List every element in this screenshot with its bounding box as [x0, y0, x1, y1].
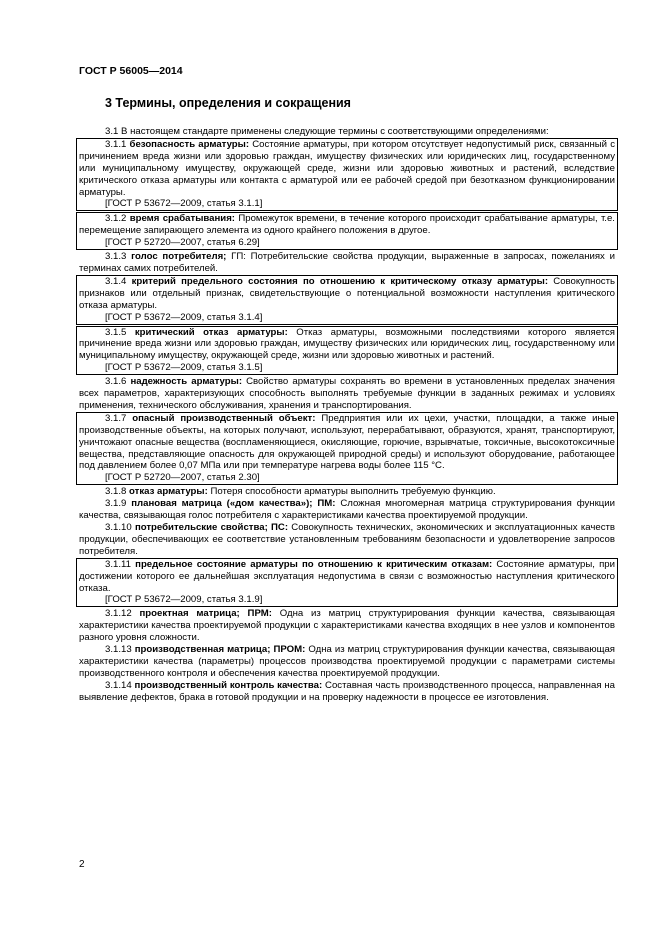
term: производственный контроль качества: [134, 679, 323, 691]
definition-box [76, 275, 618, 325]
definition-box [76, 326, 618, 376]
definition-box [76, 138, 618, 211]
definition-box [76, 558, 618, 608]
definition-entry: 3.1.1 безопасность арматуры: Состояние арматуры, при котором отсутствует недопустимый риск, связанный с причинением вреда жизни или здоровью граждан, имуществу физических или юридических лиц, государственному или муниципальному имуществу, окружающей среде, жизни или здоровью животных и растений, вследствие критического отказа арматуры или контакта с арматурой или ее рабочей средой при безотказном функционировании арматуры. [79, 138, 616, 198]
term: потребительские свойства; ПС: [134, 522, 289, 533]
definition-entry: 3.1.8 отказ арматуры: Потеря способности арматуры выполнить требуемую функцию. [105, 486, 496, 498]
definition-text: Составная часть производственного процесса, направленная на выявление дефектов, брака в готовой продукции и на проверку надежности в процессе ее изготовления. [79, 679, 615, 703]
definition-text: Предприятия или их цехи, участки, площадки, а также иные производственные объекты, на которых получают, используют, перерабатывают, образуются, хранят, транспортируют, уничтожают опасные вещества (воспламеняющиеся, окисляющие, горючие, взрывчатые, токсичные, высокотоксичные вещества, представляющие опасность для окружающей природной среды) и используют оборудование, работающее под давлением более 0,07 МПа или при температуре нагрева воды более 115 °С. [79, 412, 615, 472]
section-title: 3 Термины, определения и сокращения [105, 96, 351, 110]
source-reference: [ГОСТ Р 53672—2009, статья 3.1.9] [105, 594, 263, 606]
definition-text: Состояние арматуры, при котором отсутствует недопустимый риск, связанный с причинением вреда жизни или здоровью граждан, имуществу физических или юридических лиц, государственному или муниципальному имуществу, окружающей среде, жизни или здоровью животных и растений, вследствие критического отказа арматуры или контакта с арматурой или ее рабочей средой при безотказном функционировании арматуры. [79, 138, 616, 198]
definition-text: Потеря способности арматуры выполнить требуемую функцию. [207, 486, 496, 498]
definition-entry: 3.1.13 производственная матрица; ПРОМ: Одна из матриц структурирования функции качества, связывающая характеристики качества (параметры) процессов производства проектируемой продукции с параметрами системы производственного контроля и обеспечения качества проектируемой продукции. [79, 644, 616, 679]
definition-entry: 3.1.11 предельное состояние арматуры по отношению к критическим отказам: Состояние арматуры, при достижении которого ее дальнейшая эксплуатация недопустима в связи с возможностью наступления критического отказа. [79, 558, 615, 594]
source-reference: [ГОСТ Р 52720—2007, статья 6.29] [105, 237, 260, 249]
definition-text: ГП: Потребительские свойства продукции, выраженные в запросах, пожеланиях и терминах самих потребителей. [79, 251, 615, 274]
definition-entry: 3.1.2 время срабатывания: Промежуток времени, в течение которого происходит срабатывание арматуры, т.е. перемещение запирающего элемента из одного крайнего положения в другое. [79, 213, 615, 237]
term: критический отказ арматуры: [134, 326, 288, 338]
definition-box [76, 412, 618, 485]
definition-text: Промежуток времени, в течение которого происходит срабатывание арматуры, т.е. перемещение запирающего элемента из одного крайнего положения в другое. [79, 213, 615, 237]
source-reference: [ГОСТ Р 52720—2007, статья 2.30] [105, 472, 260, 484]
term: безопасность арматуры: [129, 138, 250, 150]
source-reference: [ГОСТ Р 53672—2009, статья 3.1.5] [105, 362, 263, 374]
source-reference: [ГОСТ Р 53672—2009, статья 3.1.1] [105, 198, 263, 210]
definition-entry: 3.1.7 опасный производственный объект: Предприятия или их цехи, участки, площадки, а также иные производственные объекты, на которых получают, используют, перерабатывают, образуются, хранят, транспортируют, уничтожают опасные вещества (воспламеняющиеся, окисляющие, горючие, взрывчатые, токсичные, высокотоксичные вещества, представляющие опасность для окружающей природной среды) и используют оборудование, работающее под давлением более 0,07 МПа или при температуре нагрева воды более 115 °С. [79, 412, 615, 472]
definition-entry: 3.1.12 проектная матрица; ПРМ: Одна из матриц структурирования функции качества, связывающая характеристики качества проектируемой продукции с характеристиками качества входящих в нее узлов и компонентов разного уровня сложности. [79, 608, 616, 644]
definition-entry: 3.1.9 плановая матрица («дом качества»); ПМ: Сложная многомерная матрица структурирования функции качества, связывающая голос потребителя с характеристиками качества проектируемой продукции. [79, 498, 616, 522]
definition-text: Состояние арматуры, при достижении которого ее дальнейшая эксплуатация недопустима в связи с возможностью наступления критического отказа. [79, 558, 615, 594]
intro-paragraph: 3.1 В настоящем стандарте применены следующие термины с соответствующими определениями: [105, 126, 549, 137]
definition-entry: 3.1.5 критический отказ арматуры: Отказ арматуры, возможными последствиями которого является причинение вреда жизни или здоровью граждан, имуществу физических или юридических лиц, государственному или муниципальному имуществу, окружающей среде, жизни или здоровью животных и растений. [79, 326, 615, 362]
definition-text: Одна из матриц структурирования функции качества, связывающая характеристики качества проектируемой продукции с характеристиками качества входящих в нее узлов и компонентов разного уровня сложности. [79, 608, 616, 644]
term: плановая матрица («дом качества»); ПМ: [131, 498, 336, 510]
definition-entry: 3.1.4 критерий предельного состояния по отношению к критическому отказу арматуры: Совокупность признаков или отдельный признак, свидетельствующие о потенциальной возможности наступления критического отказа арматуры. [79, 275, 616, 311]
definition-entry: 3.1.14 производственный контроль качества: Составная часть производственного процесса, направленная на выявление дефектов, брака в готовой продукции и на проверку надежности в процессе ее изготовления. [79, 679, 615, 703]
term: проектная матрица; ПРМ: [139, 608, 272, 620]
document-body [79, 126, 615, 704]
term: предельное состояние арматуры по отношению к критическим отказам: [135, 558, 493, 570]
definition-text: Свойство арматуры сохранять во времени в установленных пределах значения всех параметров, характеризующих способность выполнять требуемые функции в заданных режимах и условиях применения, технического обслуживания, хранения и транспортирования. [79, 376, 615, 411]
definition-text: Сложная многомерная матрица структурирования функции качества, связывающая голос потребителя с характеристиками качества проектируемой продукции. [79, 498, 616, 522]
definition-entry: 3.1.10 потребительские свойства; ПС: Совокупность технических, экономических и эксплуатационных качеств продукции, обеспечивающих ее соответствие установленным требованиям безопасности и удовлетворение запросов потребителя. [79, 522, 615, 557]
definition-entry: 3.1.3 голос потребителя; ГП: Потребительские свойства продукции, выраженные в запросах, пожеланиях и терминах самих потребителей. [79, 251, 615, 274]
term: опасный производственный объект: [132, 412, 316, 424]
definition-text: Совокупность признаков или отдельный признак, свидетельствующие о потенциальной возможности наступления критического отказа арматуры. [79, 275, 616, 311]
term: отказ арматуры: [129, 486, 208, 498]
definition-box [76, 212, 618, 250]
term: производственная матрица; ПРОМ: [134, 644, 306, 656]
term: голос потребителя; [131, 251, 227, 263]
definition-entry: 3.1.6 надежность арматуры: Свойство арматуры сохранять во времени в установленных пределах значения всех параметров, характеризующих способность выполнять требуемые функции в заданных режимах и условиях применения, технического обслуживания, хранения и транспортирования. [79, 376, 615, 411]
definition-text: Отказ арматуры, возможными последствиями которого является причинение вреда жизни или здоровью граждан, имуществу физических или юридических лиц, государственному или муниципальному имуществу, окружающей среде, жизни или здоровью животных и растений. [79, 326, 615, 362]
term: критерий предельного состояния по отношению к критическому отказу арматуры: [131, 275, 549, 287]
definition-text: Одна из матриц структурирования функции качества, связывающая характеристики качества (параметры) процессов производства проектируемой продукции с параметрами системы производственного контроля и обеспечения качества проектируемой продукции. [79, 644, 616, 679]
term: время срабатывания: [129, 213, 235, 225]
term: надежность арматуры: [130, 376, 243, 388]
page-number: 2 [79, 859, 85, 870]
definition-text: Совокупность технических, экономических и эксплуатационных качеств продукции, обеспечивающих ее соответствие установленным требованиям безопасности и удовлетворение запросов потребителя. [79, 522, 615, 557]
source-reference: [ГОСТ Р 53672—2009, статья 3.1.4] [105, 311, 263, 323]
document-header: ГОСТ Р 56005—2014 [79, 65, 183, 77]
